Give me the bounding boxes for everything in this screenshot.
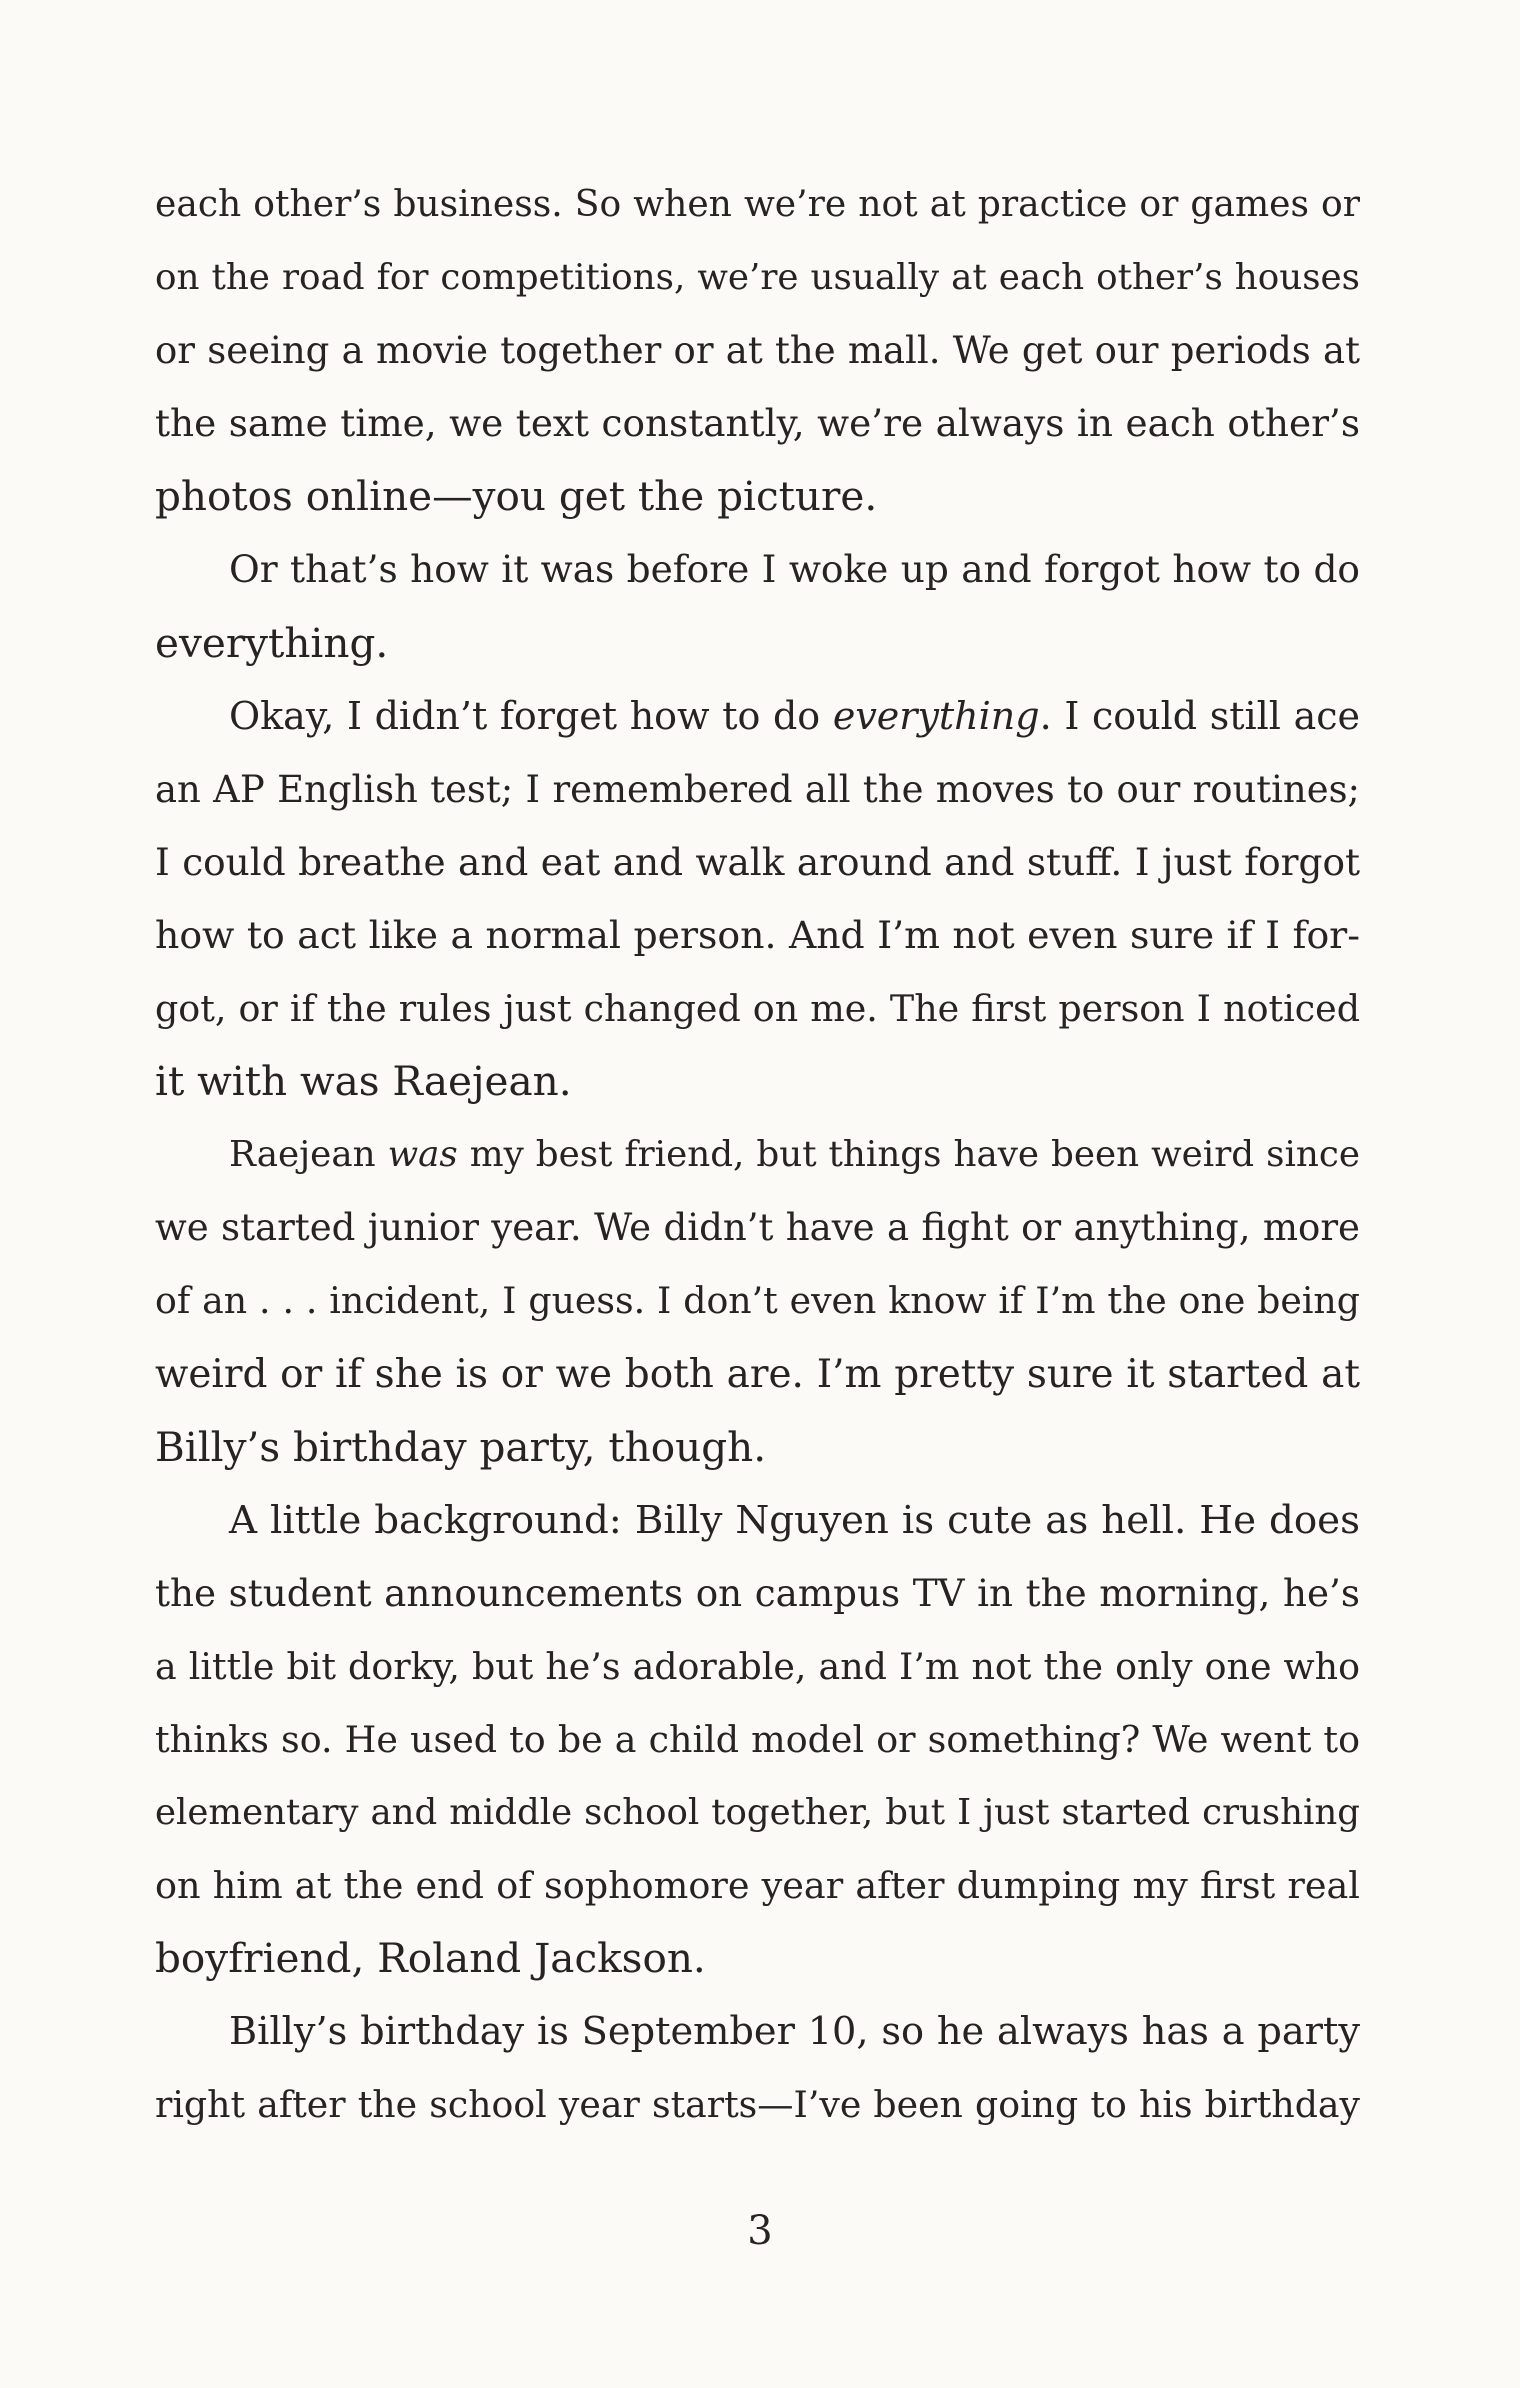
text-line: the student announcements on campus TV in the morning, he’s <box>155 1570 1360 1615</box>
text-line: a little bit dorky, but he’s adorable, and I’m not the only one who <box>155 1644 1360 1688</box>
text-line: weird or if she is or we both are. I’m pretty sure it started at <box>155 1351 1360 1397</box>
text-line: Raejean was my best friend, but things have been weird since <box>229 1134 1360 1176</box>
paragraph-1 <box>155 168 1360 533</box>
text-line: on the road for competitions, we’re usually at each other’s houses <box>155 257 1360 299</box>
text-line: right after the school year starts—I’ve been going to his birthday <box>155 2083 1360 2127</box>
emphasized-word: was <box>387 1134 458 1176</box>
text-line: thinks so. He used to be a child model or something? We went to <box>155 1717 1360 1761</box>
text-line: Billy’s birthday is September 10, so he always has a party <box>229 2009 1360 2055</box>
text-line: boyfriend, Roland Jackson. <box>155 1934 706 1983</box>
text-line: or seeing a movie together or at the mall. We get our periods at <box>155 329 1360 373</box>
text-line: on him at the end of sophomore year after dumping my first real <box>155 1864 1360 1908</box>
text-line: A little background: Billy Nguyen is cute as hell. He does <box>229 1497 1360 1543</box>
text-line: each other’s business. So when we’re not at practice or games or <box>155 183 1360 225</box>
paragraph-2 <box>155 533 1360 679</box>
emphasized-word: everything <box>832 693 1040 738</box>
text-line: how to act like a normal person. And I’m not even sure if I for- <box>155 912 1360 957</box>
text-line: the same time, we text constantly, we’re always in each other’s <box>155 401 1360 446</box>
paragraph-6 <box>155 1995 1360 2141</box>
page-number: 3 <box>747 2208 773 2254</box>
paragraph-5 <box>155 1484 1360 1996</box>
paragraph-3 <box>155 680 1360 1119</box>
text-line: Or that’s how it was before I woke up and forgot how to do <box>229 547 1360 592</box>
text-line: photos online—you get the picture. <box>155 472 878 521</box>
text-line: got, or if the rules just changed on me. The first person I noticed <box>155 987 1360 1031</box>
paragraph-4 <box>155 1118 1360 1483</box>
body-text <box>155 168 1360 2142</box>
text-line: of an . . . incident, I guess. I don’t even know if I’m the one being <box>155 1279 1360 1323</box>
text-line: Billy’s birthday party, though. <box>155 1422 767 1471</box>
text-line: Okay, I didn’t forget how to do everything. I could still ace <box>229 693 1360 738</box>
text-line: an AP English test; I remembered all the moves to our routines; <box>155 767 1360 811</box>
text-line: it with was Raejean. <box>155 1057 572 1106</box>
text-line: elementary and middle school together, but I just started crushing <box>155 1792 1360 1834</box>
text-line: we started junior year. We didn’t have a fight or anything, more <box>155 1206 1360 1250</box>
text-line: everything. <box>155 618 389 667</box>
text-line: I could breathe and eat and walk around and stuff. I just forgot <box>155 839 1360 884</box>
